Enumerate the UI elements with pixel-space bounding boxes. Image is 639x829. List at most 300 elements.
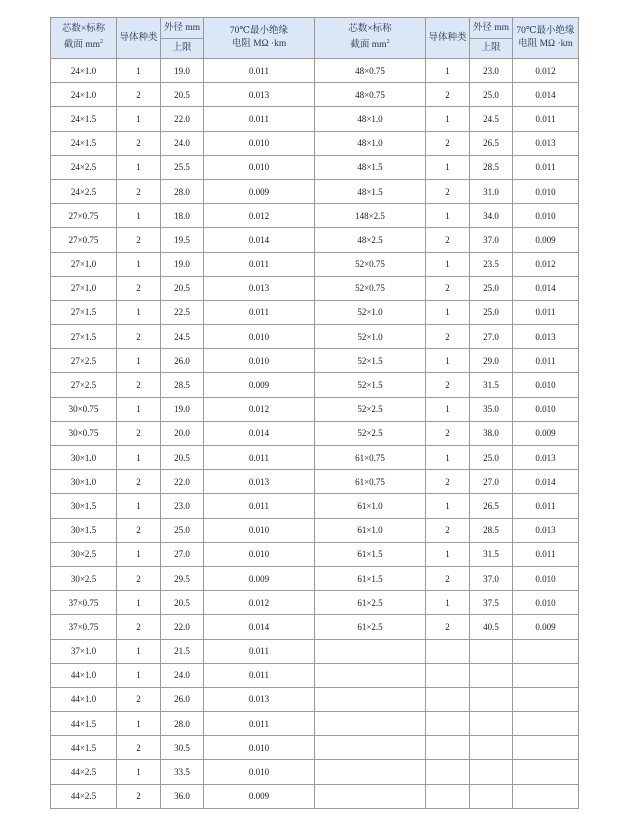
cell-right-size: 48×1.0 [315,131,426,155]
cell-left-resistance: 0.012 [204,204,315,228]
cell-left-conductor-type: 1 [117,349,161,373]
cell-left-conductor-type: 2 [117,131,161,155]
cell-left-size: 30×1.5 [51,494,117,518]
cell-left-size: 30×2.5 [51,542,117,566]
cell-left-outer-diameter: 22.0 [161,615,204,639]
table-row [51,252,579,276]
cell-right-outer-diameter: 28.5 [470,518,513,542]
cell-left-resistance: 0.013 [204,687,315,711]
cell-right-outer-diameter [470,760,513,784]
cell-right-outer-diameter: 24.5 [470,107,513,131]
cell-left-conductor-type: 2 [117,687,161,711]
cell-right-conductor-type: 1 [426,204,470,228]
cell-right-size: 48×2.5 [315,228,426,252]
table-row [51,179,579,203]
cell-right-resistance: 0.011 [513,300,579,324]
cell-left-conductor-type: 2 [117,615,161,639]
cell-right-conductor-type [426,760,470,784]
cell-right-outer-diameter: 31.5 [470,542,513,566]
header-size-line2-right: 截面 mm [350,40,387,51]
cell-right-outer-diameter: 29.0 [470,349,513,373]
table-row [51,204,579,228]
cell-left-size: 27×1.5 [51,300,117,324]
cell-right-resistance: 0.010 [513,566,579,590]
cell-left-outer-diameter: 36.0 [161,784,204,808]
cell-right-outer-diameter: 37.5 [470,591,513,615]
cell-left-resistance: 0.010 [204,349,315,373]
cell-right-size: 48×0.75 [315,59,426,83]
cell-right-size: 61×1.0 [315,518,426,542]
cell-right-conductor-type: 1 [426,300,470,324]
cell-left-size: 37×0.75 [51,615,117,639]
cell-left-resistance: 0.013 [204,83,315,107]
cell-left-resistance: 0.014 [204,228,315,252]
cell-right-resistance: 0.012 [513,59,579,83]
cell-left-size: 27×1.5 [51,325,117,349]
cell-right-outer-diameter: 37.0 [470,228,513,252]
cell-right-outer-diameter: 31.0 [470,179,513,203]
cell-left-resistance: 0.010 [204,325,315,349]
cell-right-conductor-type: 2 [426,421,470,445]
cell-left-size: 30×1.0 [51,446,117,470]
cell-right-size: 148×2.5 [315,204,426,228]
cell-right-outer-diameter [470,736,513,760]
cell-right-outer-diameter [470,663,513,687]
cell-right-resistance: 0.009 [513,228,579,252]
cell-left-size: 44×1.0 [51,663,117,687]
cell-right-conductor-type [426,736,470,760]
cell-right-size [315,663,426,687]
cell-left-outer-diameter: 23.0 [161,494,204,518]
cell-right-resistance: 0.014 [513,83,579,107]
cell-right-outer-diameter: 40.5 [470,615,513,639]
cell-left-conductor-type: 1 [117,446,161,470]
cell-right-conductor-type: 2 [426,615,470,639]
cell-right-conductor-type: 1 [426,59,470,83]
cell-left-resistance: 0.011 [204,300,315,324]
cable-spec-table [50,17,579,809]
table-header [51,18,579,59]
cell-left-resistance: 0.009 [204,784,315,808]
table-row [51,736,579,760]
cell-left-conductor-type: 1 [117,663,161,687]
cell-left-outer-diameter: 27.0 [161,542,204,566]
cell-right-resistance: 0.010 [513,204,579,228]
cell-left-outer-diameter: 26.0 [161,349,204,373]
cell-right-size: 61×1.5 [315,566,426,590]
cell-left-size: 30×2.5 [51,566,117,590]
cell-left-outer-diameter: 22.0 [161,107,204,131]
table-row [51,228,579,252]
cell-right-resistance: 0.013 [513,325,579,349]
cell-right-resistance: 0.010 [513,397,579,421]
cell-left-outer-diameter: 28.0 [161,712,204,736]
table-row [51,59,579,83]
cell-left-outer-diameter: 18.0 [161,204,204,228]
cell-right-resistance [513,663,579,687]
cell-left-conductor-type: 1 [117,712,161,736]
cell-left-size: 44×1.0 [51,687,117,711]
cell-right-conductor-type: 2 [426,518,470,542]
table-row [51,712,579,736]
table-row [51,784,579,808]
cell-left-outer-diameter: 19.0 [161,397,204,421]
cell-right-conductor-type: 1 [426,494,470,518]
cell-left-outer-diameter: 19.0 [161,252,204,276]
cell-left-outer-diameter: 20.5 [161,446,204,470]
cell-right-conductor-type: 1 [426,397,470,421]
cell-left-size: 27×0.75 [51,204,117,228]
cell-right-conductor-type: 2 [426,131,470,155]
cell-left-size: 24×1.5 [51,131,117,155]
cell-left-outer-diameter: 25.5 [161,155,204,179]
cell-right-conductor-type [426,712,470,736]
cell-left-conductor-type: 1 [117,204,161,228]
cell-left-resistance: 0.010 [204,760,315,784]
cell-left-outer-diameter: 20.5 [161,83,204,107]
cell-right-resistance: 0.014 [513,470,579,494]
cell-right-size: 52×1.0 [315,325,426,349]
cell-left-size: 27×2.5 [51,373,117,397]
cell-left-size: 24×2.5 [51,155,117,179]
cell-right-size: 61×1.5 [315,542,426,566]
cell-right-resistance: 0.009 [513,615,579,639]
table-row [51,760,579,784]
cell-right-conductor-type: 2 [426,228,470,252]
table-row [51,446,579,470]
table-row [51,276,579,300]
cell-left-conductor-type: 2 [117,179,161,203]
table-row [51,349,579,373]
cell-left-size: 30×0.75 [51,421,117,445]
cell-left-resistance: 0.010 [204,542,315,566]
cell-left-conductor-type: 2 [117,470,161,494]
header-resistance-line1-right: 70℃最小绝缘 [516,26,575,36]
cell-right-size [315,687,426,711]
table-row [51,639,579,663]
cell-left-size: 30×0.75 [51,397,117,421]
cell-right-outer-diameter: 25.0 [470,300,513,324]
cell-left-conductor-type: 1 [117,494,161,518]
cell-left-conductor-type: 2 [117,421,161,445]
cell-left-size: 37×1.0 [51,639,117,663]
header-resistance-line1: 70℃最小绝缘 [229,26,289,36]
cell-right-resistance: 0.010 [513,179,579,203]
table-row [51,83,579,107]
cell-right-conductor-type: 1 [426,446,470,470]
table-row [51,591,579,615]
cell-left-resistance: 0.011 [204,712,315,736]
cell-left-resistance: 0.009 [204,179,315,203]
cell-left-outer-diameter: 19.0 [161,59,204,83]
cell-left-outer-diameter: 26.0 [161,687,204,711]
cell-left-resistance: 0.014 [204,421,315,445]
cell-right-conductor-type: 1 [426,542,470,566]
cell-left-size: 24×1.5 [51,107,117,131]
header-size-line1: 芯数×标称 [61,24,106,35]
cell-left-conductor-type: 1 [117,542,161,566]
cell-right-size: 52×2.5 [315,421,426,445]
cell-right-outer-diameter: 26.5 [470,494,513,518]
cell-right-size: 61×0.75 [315,470,426,494]
cell-right-size: 52×0.75 [315,276,426,300]
cell-left-outer-diameter: 24.0 [161,663,204,687]
cell-right-resistance [513,712,579,736]
cell-left-size: 37×0.75 [51,591,117,615]
cell-right-conductor-type [426,784,470,808]
cell-right-outer-diameter [470,687,513,711]
cell-right-resistance [513,736,579,760]
table-row [51,397,579,421]
cell-left-conductor-type: 1 [117,639,161,663]
cell-left-conductor-type: 1 [117,760,161,784]
cell-left-size: 24×1.0 [51,59,117,83]
cell-left-conductor-type: 2 [117,518,161,542]
cell-right-size: 48×0.75 [315,83,426,107]
cell-right-resistance: 0.011 [513,349,579,373]
cell-left-conductor-type: 1 [117,59,161,83]
header-upper-limit: 上限 [161,39,204,59]
cell-left-outer-diameter: 28.5 [161,373,204,397]
header-size-sup: 2 [100,39,104,46]
cell-left-size: 44×1.5 [51,712,117,736]
cell-right-size: 61×0.75 [315,446,426,470]
cell-right-conductor-type: 2 [426,373,470,397]
cell-left-outer-diameter: 30.5 [161,736,204,760]
cell-right-conductor-type: 2 [426,276,470,300]
cell-left-outer-diameter: 24.5 [161,325,204,349]
cell-left-conductor-type: 2 [117,83,161,107]
table-row [51,131,579,155]
cell-right-resistance: 0.011 [513,107,579,131]
cell-left-conductor-type: 2 [117,784,161,808]
cell-left-size: 27×1.0 [51,252,117,276]
table-row [51,300,579,324]
cell-left-outer-diameter: 20.5 [161,276,204,300]
cell-right-conductor-type [426,663,470,687]
cell-right-conductor-type: 1 [426,155,470,179]
cell-left-conductor-type: 1 [117,252,161,276]
cell-left-conductor-type: 2 [117,228,161,252]
header-size-right [315,18,426,59]
cell-right-size [315,760,426,784]
cell-left-size: 24×2.5 [51,179,117,203]
cell-right-resistance [513,760,579,784]
cell-right-resistance: 0.011 [513,494,579,518]
cell-left-conductor-type: 1 [117,107,161,131]
cell-left-outer-diameter: 20.0 [161,421,204,445]
table-row [51,325,579,349]
table-row [51,542,579,566]
header-size-sup-right: 2 [386,39,390,46]
table-row [51,615,579,639]
cell-right-conductor-type [426,639,470,663]
cell-left-outer-diameter: 22.0 [161,470,204,494]
header-resistance-line2-right: 电阻 MΩ ·km [518,39,573,49]
cell-right-conductor-type: 2 [426,179,470,203]
cell-right-outer-diameter: 28.5 [470,155,513,179]
cell-right-outer-diameter [470,639,513,663]
cell-left-outer-diameter: 20.5 [161,591,204,615]
cell-left-outer-diameter: 24.0 [161,131,204,155]
cell-left-conductor-type: 2 [117,566,161,590]
cell-left-outer-diameter: 28.0 [161,179,204,203]
header-resistance [204,18,315,59]
cell-left-size: 27×1.0 [51,276,117,300]
cell-left-resistance: 0.011 [204,252,315,276]
cell-right-resistance: 0.010 [513,373,579,397]
cell-right-resistance [513,639,579,663]
cell-right-outer-diameter: 23.0 [470,59,513,83]
cell-left-resistance: 0.013 [204,276,315,300]
cell-left-resistance: 0.011 [204,494,315,518]
cell-left-size: 27×2.5 [51,349,117,373]
cell-left-conductor-type: 1 [117,591,161,615]
cell-left-outer-diameter: 19.5 [161,228,204,252]
table-row [51,566,579,590]
cell-right-resistance: 0.014 [513,276,579,300]
table-body [51,59,579,809]
cell-left-outer-diameter: 22.5 [161,300,204,324]
header-conductor-type-right: 导体种类 [426,18,470,59]
header-size [51,18,117,59]
cell-right-resistance: 0.013 [513,131,579,155]
cell-right-outer-diameter: 37.0 [470,566,513,590]
cell-left-resistance: 0.013 [204,470,315,494]
cell-right-resistance: 0.013 [513,518,579,542]
cell-right-conductor-type: 1 [426,591,470,615]
table-row [51,470,579,494]
cell-left-conductor-type: 1 [117,300,161,324]
cell-right-resistance: 0.012 [513,252,579,276]
cell-right-outer-diameter [470,784,513,808]
cell-right-outer-diameter: 38.0 [470,421,513,445]
cell-right-outer-diameter: 23.5 [470,252,513,276]
cell-left-conductor-type: 2 [117,325,161,349]
cell-right-conductor-type: 1 [426,107,470,131]
cell-right-size: 52×0.75 [315,252,426,276]
cell-right-resistance [513,784,579,808]
cell-left-resistance: 0.010 [204,736,315,760]
cell-right-outer-diameter: 25.0 [470,276,513,300]
cell-right-size: 52×1.0 [315,300,426,324]
cell-left-resistance: 0.010 [204,155,315,179]
table-row [51,107,579,131]
cell-right-outer-diameter: 26.5 [470,131,513,155]
cell-right-outer-diameter: 35.0 [470,397,513,421]
cell-right-conductor-type: 2 [426,325,470,349]
cell-right-resistance: 0.009 [513,421,579,445]
cell-right-size: 61×2.5 [315,615,426,639]
cell-right-resistance: 0.013 [513,446,579,470]
cell-left-outer-diameter: 21.5 [161,639,204,663]
header-outer-diameter-right: 外径 mm [470,18,513,39]
cell-right-resistance: 0.011 [513,542,579,566]
cell-left-resistance: 0.011 [204,446,315,470]
cell-right-size: 61×2.5 [315,591,426,615]
cell-left-outer-diameter: 25.0 [161,518,204,542]
header-resistance-line2: 电阻 MΩ ·km [231,39,287,49]
cell-right-outer-diameter: 31.5 [470,373,513,397]
cell-right-size: 48×1.5 [315,155,426,179]
header-size-line2: 截面 mm [63,40,101,51]
cell-right-conductor-type: 2 [426,83,470,107]
cell-right-conductor-type [426,687,470,711]
cell-left-resistance: 0.012 [204,591,315,615]
cell-left-outer-diameter: 29.5 [161,566,204,590]
cell-right-conductor-type: 2 [426,470,470,494]
cell-left-conductor-type: 2 [117,276,161,300]
cell-right-conductor-type: 2 [426,566,470,590]
cell-right-size: 52×1.5 [315,373,426,397]
cell-left-size: 30×1.5 [51,518,117,542]
cell-right-resistance: 0.010 [513,591,579,615]
header-resistance-right [513,18,579,59]
header-size-line1-right: 芯数×标称 [348,24,392,35]
cell-right-size [315,639,426,663]
cell-left-resistance: 0.012 [204,397,315,421]
cell-left-size: 44×2.5 [51,760,117,784]
header-conductor-type: 导体种类 [117,18,161,59]
cell-left-conductor-type: 2 [117,736,161,760]
cell-left-resistance: 0.010 [204,131,315,155]
table-row [51,155,579,179]
cell-left-resistance: 0.011 [204,663,315,687]
cell-left-resistance: 0.014 [204,615,315,639]
table-row [51,421,579,445]
header-upper-limit-right: 上限 [470,39,513,59]
cell-right-size: 52×1.5 [315,349,426,373]
cell-left-resistance: 0.010 [204,518,315,542]
cable-spec-sheet [50,17,578,809]
cell-left-size: 44×1.5 [51,736,117,760]
cell-left-size: 44×2.5 [51,784,117,808]
cell-left-resistance: 0.011 [204,59,315,83]
table-row [51,663,579,687]
cell-right-outer-diameter: 25.0 [470,446,513,470]
cell-left-size: 27×0.75 [51,228,117,252]
cell-right-size [315,784,426,808]
cell-right-outer-diameter [470,712,513,736]
cell-right-size: 48×1.0 [315,107,426,131]
cell-right-outer-diameter: 27.0 [470,470,513,494]
cell-left-conductor-type: 1 [117,155,161,179]
cell-left-resistance: 0.011 [204,107,315,131]
table-row [51,518,579,542]
cell-right-outer-diameter: 25.0 [470,83,513,107]
cell-left-outer-diameter: 33.5 [161,760,204,784]
cell-right-size: 48×1.5 [315,179,426,203]
cell-left-conductor-type: 2 [117,373,161,397]
cell-right-size [315,712,426,736]
cell-right-conductor-type: 1 [426,349,470,373]
cell-right-size: 61×1.0 [315,494,426,518]
cell-right-outer-diameter: 34.0 [470,204,513,228]
cell-left-size: 30×1.0 [51,470,117,494]
cell-left-resistance: 0.009 [204,373,315,397]
cell-left-size: 24×1.0 [51,83,117,107]
cell-left-resistance: 0.011 [204,639,315,663]
cell-right-outer-diameter: 27.0 [470,325,513,349]
header-outer-diameter: 外径 mm [161,18,204,39]
table-row [51,373,579,397]
cell-right-size: 52×2.5 [315,397,426,421]
table-row [51,687,579,711]
table-row [51,494,579,518]
cell-left-conductor-type: 1 [117,397,161,421]
cell-right-resistance [513,687,579,711]
cell-right-size [315,736,426,760]
